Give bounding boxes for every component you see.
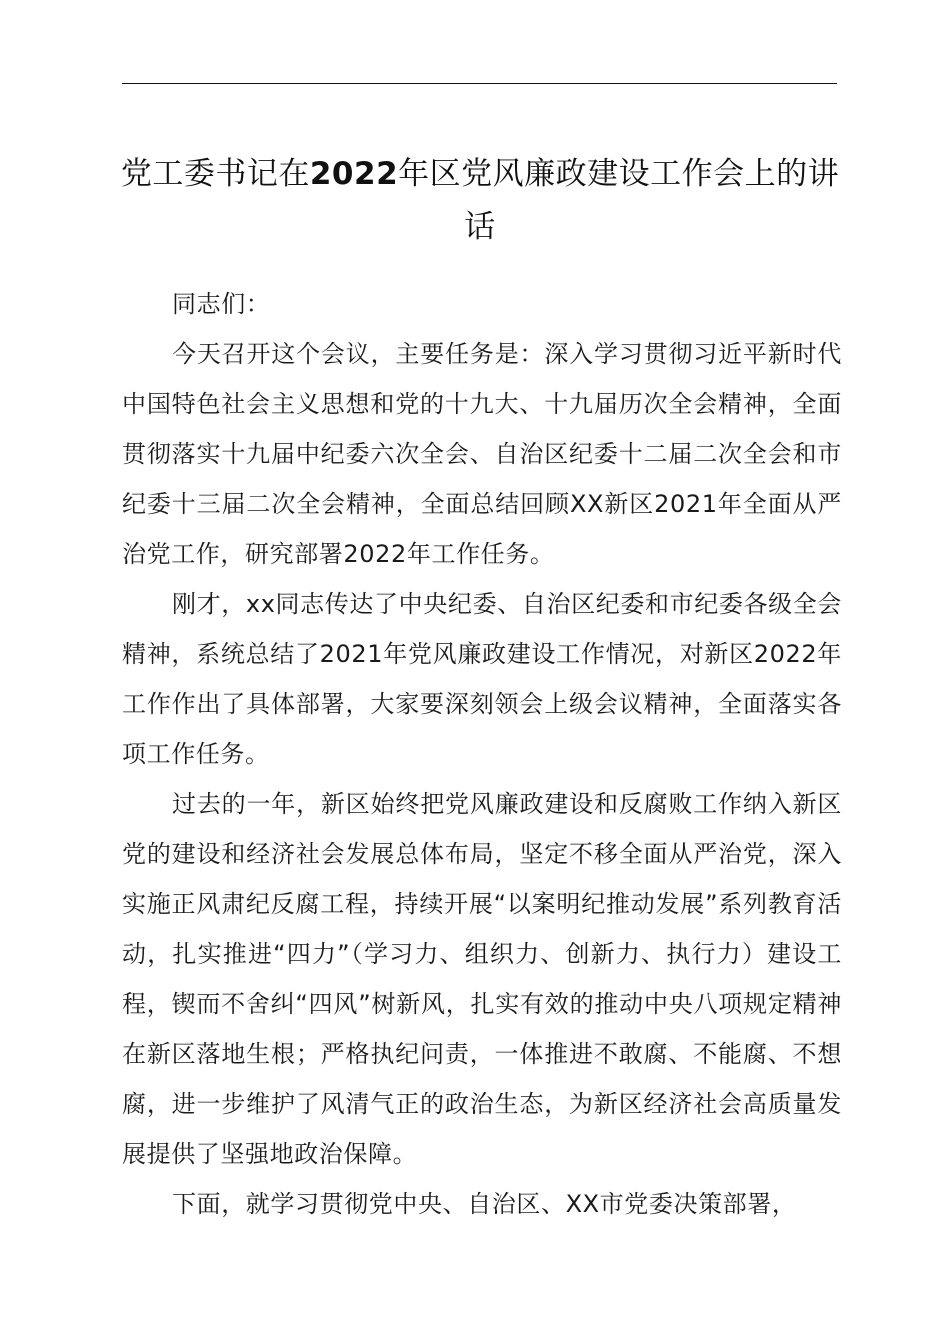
document-body — [122, 279, 842, 1229]
paragraph-1: 今天召开这个会议，主要任务是：深入学习贯彻习近平新时代中国特色社会主义思想和党的十九大、十九届历次全会精神，全面贯彻落实十九届中纪委六次全会、自治区纪委十二届二次全会和市纪委十三届二次全会精神，全面总结回顾XX新区2021年全面从严治党工作，研究部署2022年工作任务。 — [122, 340, 842, 568]
paragraph-3: 过去的一年，新区始终把党风廉政建设和反腐败工作纳入新区党的建设和经济社会发展总体布局，坚定不移全面从严治党，深入实施正风肃纪反腐工程，持续开展“以案明纪推动发展”系列教育活动，扎实推进“四力”（学习力、组织力、创新力、执行力）建设工程，锲而不舍纠“四风”树新风，扎实有效的推动中央八项规定精神在新区落地生根；严格执纪问责，一体推进不敢腐、不能腐、不想腐，进一步维护了风清气正的政治生态，为新区经济社会高质量发展提供了坚强地政治保障。 — [122, 790, 842, 1168]
paragraph-4: 下面，就学习贯彻党中央、自治区、XX市党委决策部署， — [172, 1190, 797, 1218]
paragraph-2: 刚才，xx同志传达了中央纪委、自治区纪委和市纪委各级全会精神，系统总结了2021年党风廉政建设工作情况，对新区2022年工作作出了具体部署，大家要深刻领会上级会议精神，全面落实各项工作任务。 — [122, 590, 842, 768]
title-year: 2022 — [309, 156, 399, 192]
salutation: 同志们： — [172, 290, 271, 318]
title-part-2: 年区党风廉政建设工作会上的讲话 — [398, 156, 840, 245]
title-part-1: 党工委书记在 — [120, 156, 310, 192]
document-title — [110, 148, 850, 254]
header-rule — [122, 83, 837, 84]
